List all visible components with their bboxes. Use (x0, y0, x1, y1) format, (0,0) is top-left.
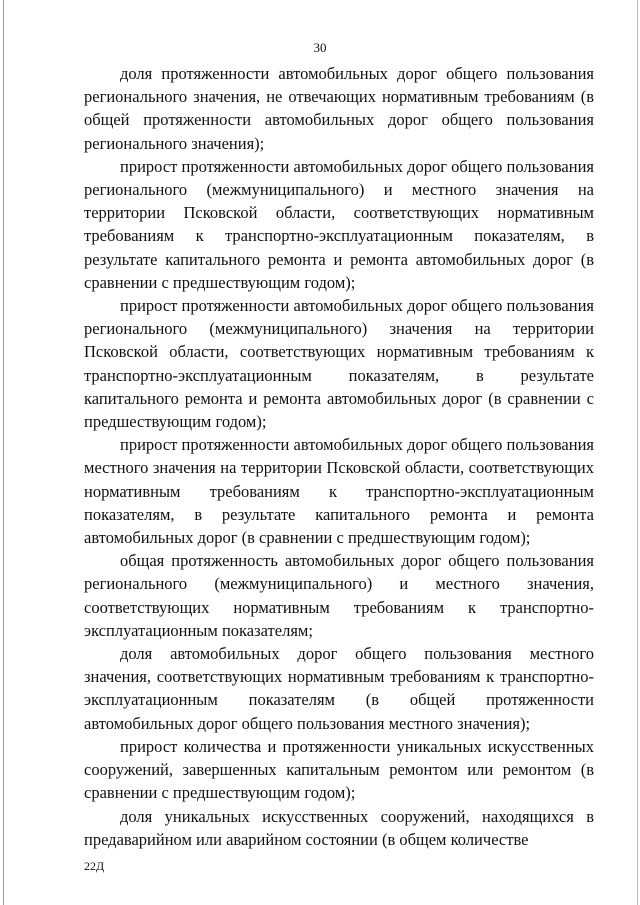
page-scan-edge-right (637, 0, 638, 905)
paragraph-4: прирост протяженности автомобильных дорог общего пользования местного значения на территории Псковской области, соответствующих нормативным требованиям к транспортно-эксплуатационным показателям, в результате капитального ремонта и ремонта автомобильных дорог (в сравнении с предшествующим годом); (84, 435, 594, 548)
paragraph-7: прирост количества и протяженности уникальных искусственных сооружений, завершенных капитальным ремонтом или ремонтом (в сравнении с предшествующим годом); (84, 736, 594, 803)
document-footer-code: 22Д (84, 859, 105, 873)
document-body (84, 62, 594, 851)
paragraph-6: доля автомобильных дорог общего пользования местного значения, соответствующих нормативным требованиям к транспортно-эксплуатационным показателям (в общей протяженности автомобильных дорог общего пользования местного значения); (84, 644, 594, 733)
paragraph-8: доля уникальных искусственных сооружений, находящихся в предаварийном или аварийном состоянии (в общем количестве (84, 806, 594, 849)
page-scan-edge-left (3, 0, 4, 905)
paragraph-5: общая протяженность автомобильных дорог общего пользования регионального (межмуниципального) и местного значения, соответствующих нормативным требованиям к транспортно-эксплуатационным показателям; (84, 551, 594, 640)
paragraph-3: прирост протяженности автомобильных дорог общего пользования регионального (межмуниципального) значения на территории Псковской области, соответствующих нормативным требованиям к транспортно-эксплуатационным показателям, в результате капитального ремонта и ремонта автомобильных дорог (в сравнении с предшествующим годом); (84, 296, 594, 432)
paragraph-2: прирост протяженности автомобильных дорог общего пользования регионального (межмуниципального) и местного значения на территории Псковской области, соответствующих нормативным требованиям к транспортно-эксплуатационным показателям, в результате капитального ремонта и ремонта автомобильных дорог (в сравнении с предшествующим годом); (84, 156, 594, 292)
page-number: 30 (313, 40, 327, 55)
paragraph-1: доля протяженности автомобильных дорог общего пользования регионального значения, не отвечающих нормативным требованиям (в общей протяженности автомобильных дорог общего пользования регионального значения); (84, 64, 594, 153)
